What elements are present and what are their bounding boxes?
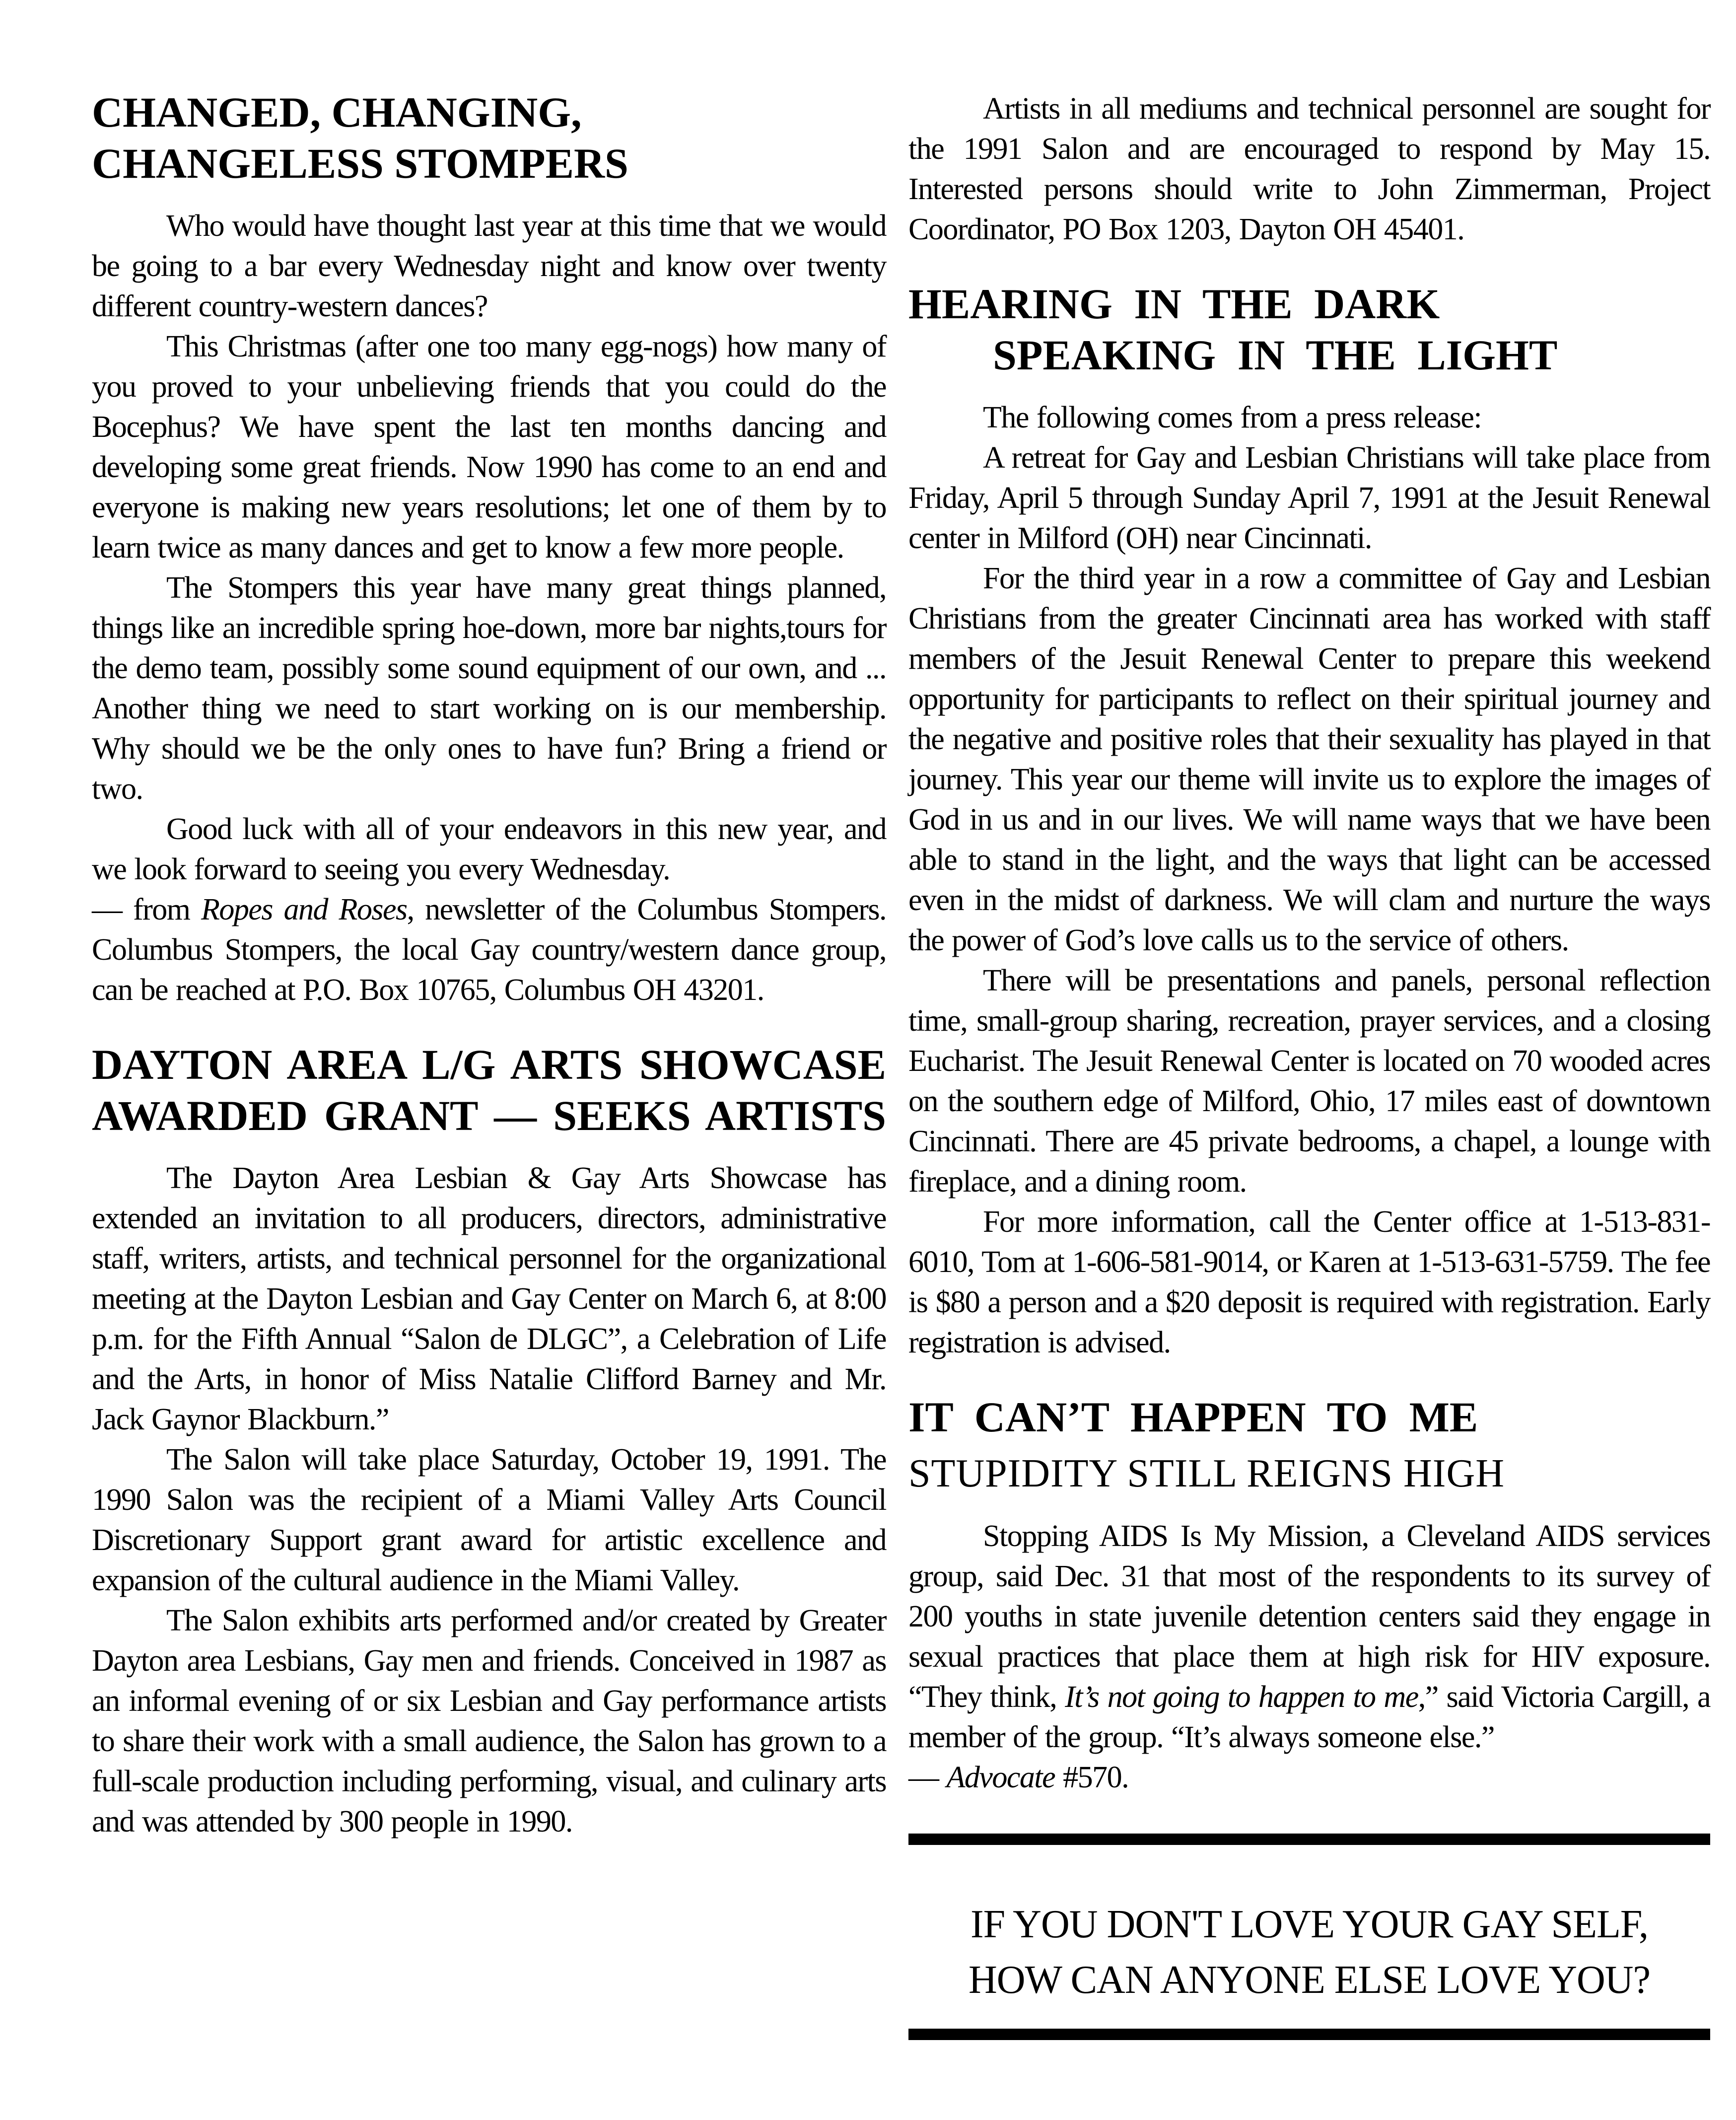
dayton-paragraph-2: The Salon will take place Saturday, October 19, 1991. The 1990 Salon was the recipient of a Miami Valley Arts Council Discretionary Support grant award for artistic excellence and expansion of the cultural audience in the Miami Valley. (92, 1443, 886, 1597)
stompers-paragraph-3: The Stompers this year have many great things planned, things like an incredible spring hoe-down, more bar nights,tours for the demo team, possibly some sound equipment of our own, and ... Another thing we need to start working on is our membership. Why should we be the only ones to have fun? Bring a friend or two. (92, 571, 886, 806)
aids-survey-paragraph: Stopping AIDS Is My Mission, a Cleveland AIDS services group, said Dec. 31 that most of the respondents to its survey of 200 youths in state juvenile detention centers said they engage in sexual practices that place them at high risk for HIV exposure. “They think, It’s not going to happen to me,” said Victoria Cargill, a member of the group. “It’s always someone else.” (908, 1519, 1710, 1754)
hearing-paragraph-1: The following comes from a press release: (983, 401, 1482, 434)
stupidity-subheading: STUPIDITY STILL REIGNS HIGH (908, 1452, 1505, 1495)
heading-line: DAYTON AREA L/G ARTS SHOWCASE (92, 1041, 886, 1088)
stompers-paragraph-1: Who would have thought last year at this time that we would be going to a bar every Wednesday night and know over twenty different country-western dances? (92, 209, 886, 323)
advocate-attribution: — Advocate #570. (908, 1761, 1129, 1794)
hearing-article-heading (908, 279, 1710, 381)
heading-line: AWARDED GRANT — SEEKS ARTISTS (92, 1092, 886, 1139)
stompers-article-heading (92, 87, 886, 189)
heading-line: IT CAN’T HAPPEN TO ME (908, 1393, 1478, 1441)
dayton-continued-paragraph: Artists in all mediums and technical personnel are sought for the 1991 Salon and are encouraged to respond by May 15. Interested persons should write to John Zimmerman, Project Coordinator, PO Box 1203, Dayton OH 45401. (908, 92, 1710, 246)
heading-line: SPEAKING IN THE LIGHT (993, 331, 1558, 379)
heading-line: CHANGELESS STOMPERS (92, 140, 628, 187)
stompers-paragraph-2: This Christmas (after one too many egg-nogs) how many of you proved to your unbelieving friends that you could do the Bocephus? We have spent the last ten months dancing and developing some great friends. Now 1990 has come to an end and everyone is making new years resolutions; let one of them by to learn twice as many dances and get to know a few more people. (92, 330, 886, 565)
left-column (92, 82, 886, 2040)
right-column (908, 82, 1710, 2040)
pull-quote-line-1: IF YOU DON'T LOVE YOUR GAY SELF, (971, 1903, 1648, 1946)
it-cant-happen-heading (908, 1392, 1710, 1443)
hearing-paragraph-2: A retreat for Gay and Lesbian Christians will take place from Friday, April 5 through Sunday April 7, 1991 at the Jesuit Renewal center in Milford (OH) near Cincinnati. (908, 441, 1710, 555)
dayton-paragraph-3: The Salon exhibits arts performed and/or created by Greater Dayton area Lesbians, Gay men and friends. Conceived in 1987 as an informal evening of or six Lesbian and Gay performance artists to share their work with a small audience, the Salon has grown to a full-scale production including performing, visual, and culinary arts and was attended by 300 people in 1990. (92, 1604, 886, 1838)
stompers-paragraph-4: Good luck with all of your endeavors in this new year, and we look forward to seeing you every Wednesday. (92, 812, 886, 886)
hearing-paragraph-5: For more information, call the Center office at 1-513-831-6010, Tom at 1-606-581-9014, or Karen at 1-513-631-5759. The fee is $80 a person and a $20 deposit is required with registration. Early registration is advised. (908, 1205, 1710, 1359)
pull-quote-box (908, 1834, 1710, 2040)
stompers-attribution: — from Ropes and Roses, newsletter of the Columbus Stompers. Columbus Stompers, the local Gay country/western dance group, can be reached at P.O. Box 10765, Columbus OH 43201. (92, 893, 886, 1007)
heading-line: HEARING IN THE DARK (908, 280, 1440, 328)
pull-quote-line-2: HOW CAN ANYONE ELSE LOVE YOU? (968, 1958, 1651, 2002)
dayton-showcase-heading (92, 1039, 886, 1141)
dayton-paragraph-1: The Dayton Area Lesbian & Gay Arts Showcase has extended an invitation to all producers, directors, administrative staff, writers, artists, and technical personnel for the organizational meeting at the Dayton Lesbian and Gay Center on March 6, at 8:00 p.m. for the Fifth Annual “Salon de DLGC”, a Celebration of Life and the Arts, in honor of Miss Natalie Clifford Barney and Mr. Jack Gaynor Blackburn.” (92, 1161, 886, 1436)
hearing-paragraph-3: For the third year in a row a committee of Gay and Lesbian Christians from the greater Cincinnati area has worked with staff members of the Jesuit Renewal Center to prepare this weekend opportunity for participants to reflect on their spiritual journey and the negative and positive roles that their sexuality has played in that journey. This year our theme will invite us to explore the images of God in us and in our lives. We will name ways that we have been able to stand in the light, and the ways that light can be accessed even in the midst of darkness. We will clam and nurture the ways the power of God’s love calls us to the service of others. (908, 562, 1710, 957)
hearing-paragraph-4: There will be presentations and panels, personal reflection time, small-group sharing, recreation, prayer services, and a closing Eucharist. The Jesuit Renewal Center is located on 70 wooded acres on the southern edge of Milford, Ohio, 17 miles east of downtown Cincinnati. There are 45 private bedrooms, a chapel, a lounge with fireplace, and a dining room. (908, 964, 1710, 1199)
heading-line: CHANGED, CHANGING, (92, 88, 582, 136)
